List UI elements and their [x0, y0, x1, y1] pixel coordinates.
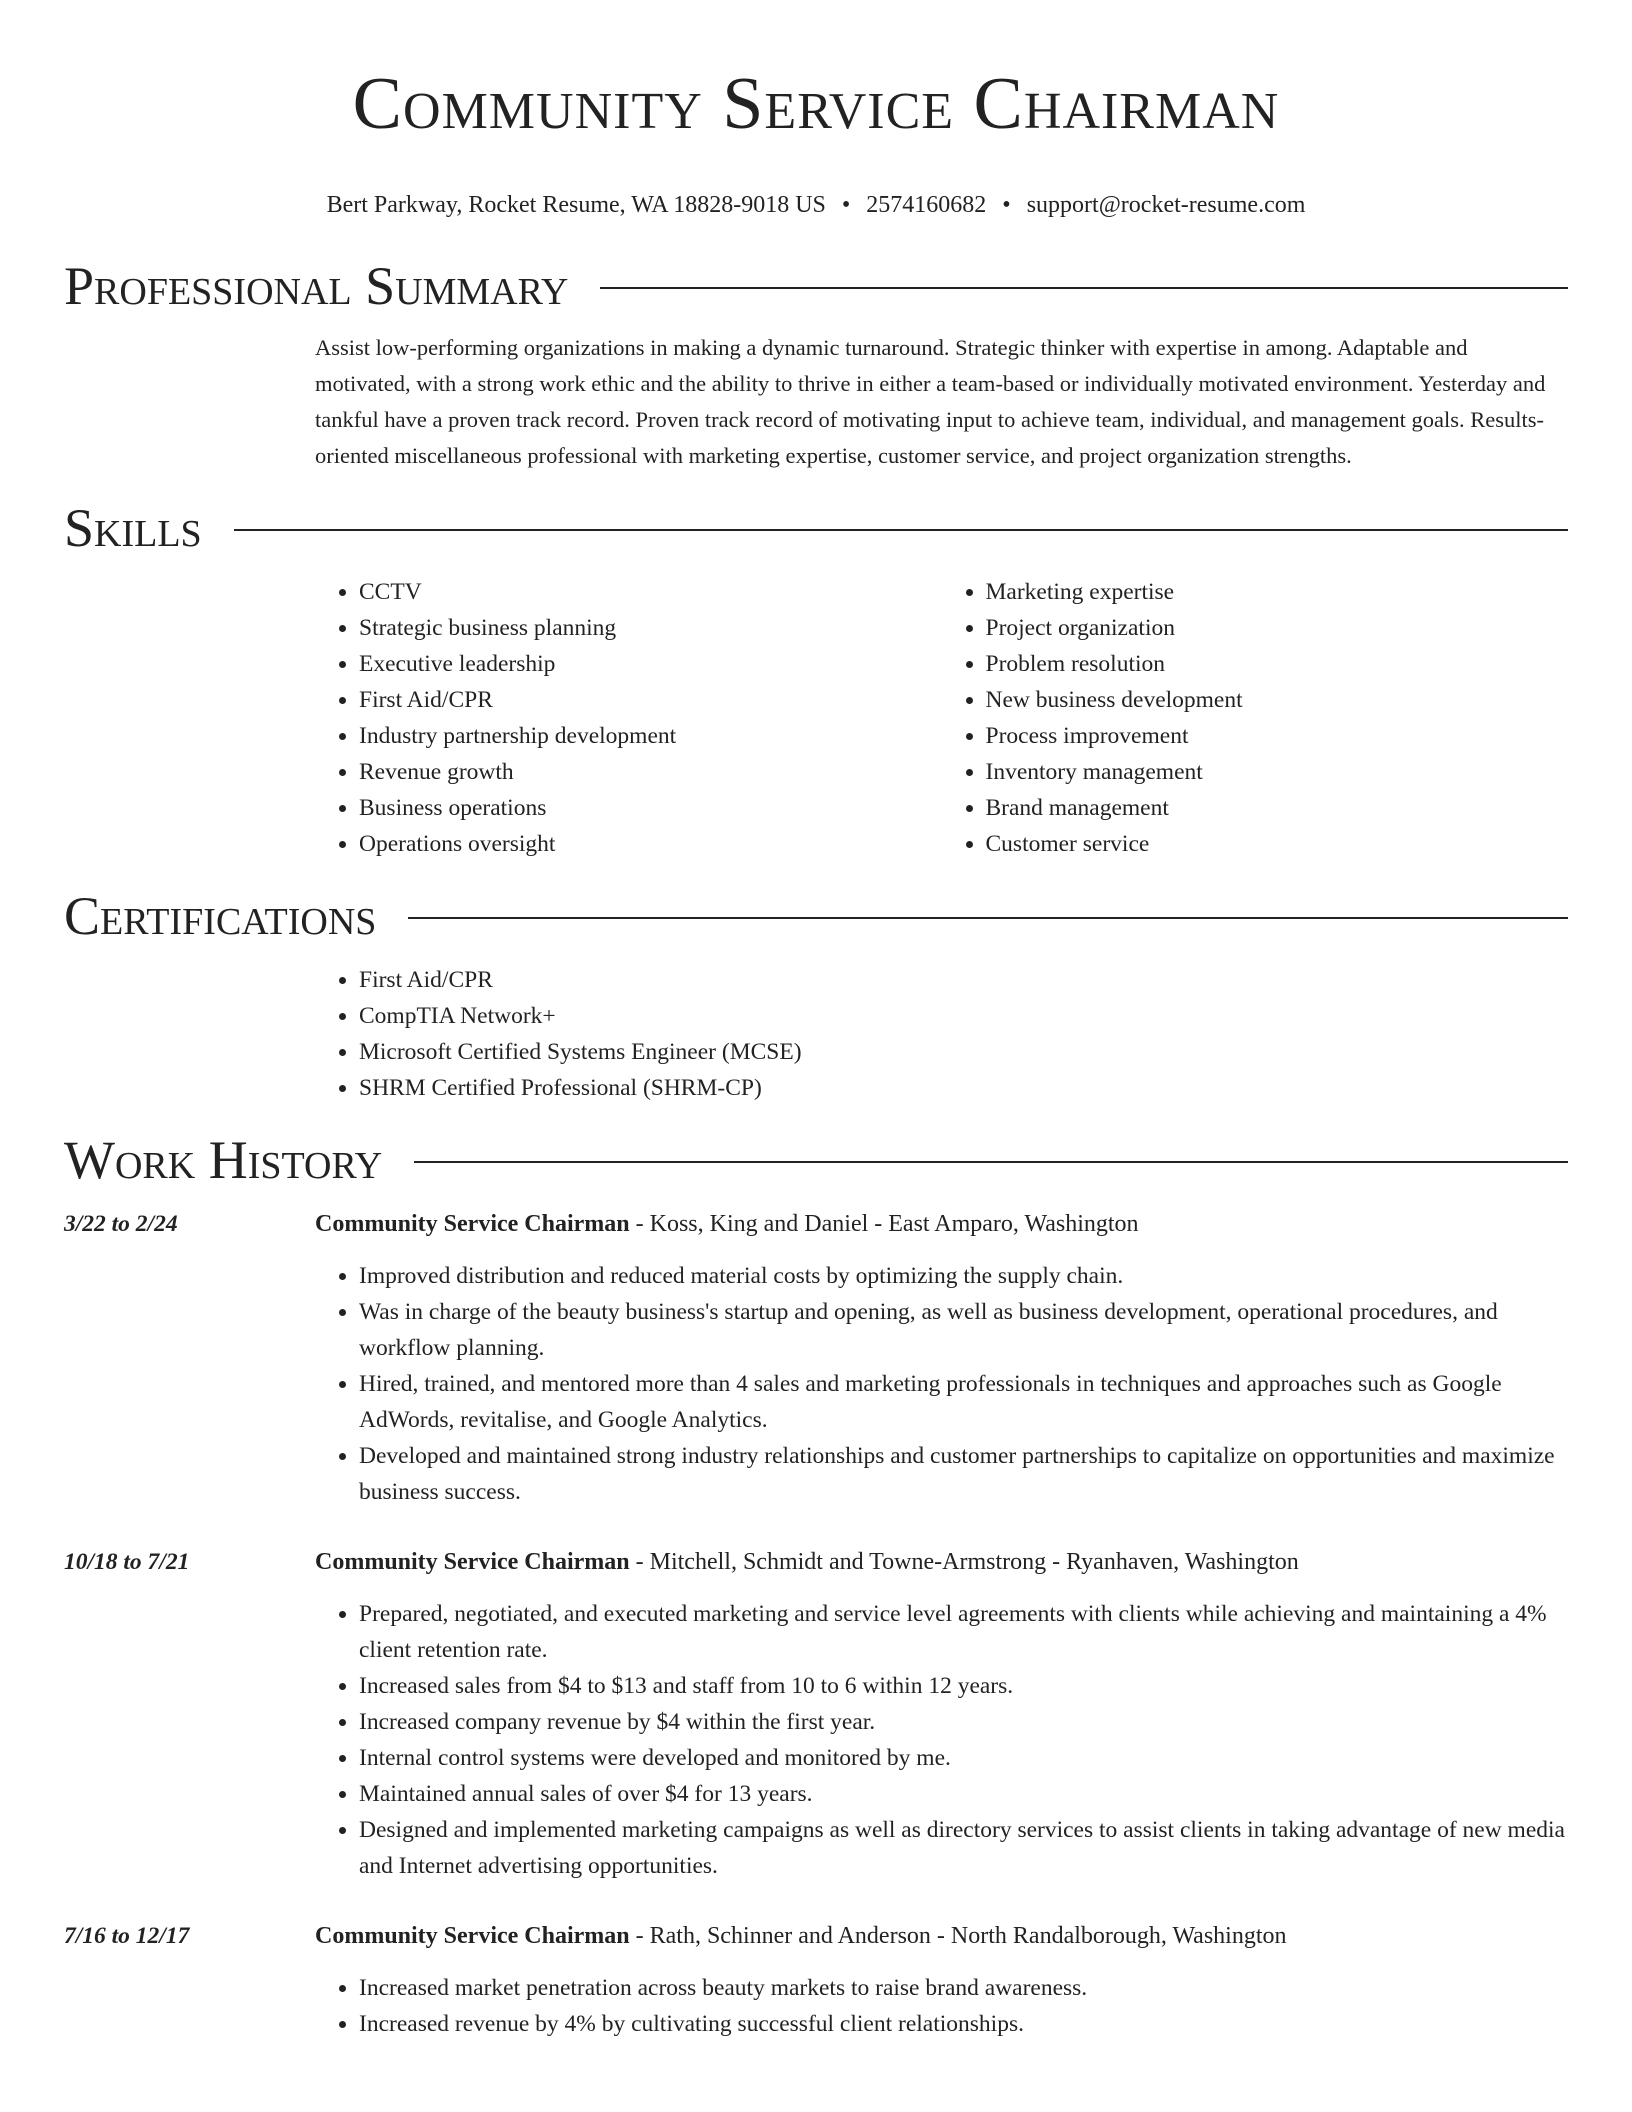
list-item: • First Aid/CPR [359, 682, 942, 718]
job-company: - Rath, Schinner and Anderson - North Randalborough, Washington [629, 1923, 1287, 1949]
list-item: • First Aid/CPR [359, 962, 1568, 998]
list-item: • Operations oversight [359, 826, 942, 862]
job-title-line [315, 1918, 1568, 1954]
divider [234, 529, 1568, 531]
section-heading [64, 498, 1568, 558]
list-item: • Designed and implemented marketing campaigns as well as directory services to assist clients in taking advantage of new media and Internet advertising opportunities. [359, 1812, 1568, 1884]
job-bullets [315, 1596, 1568, 1884]
list-item: • Developed and maintained strong industry relationships and customer partnerships to capitalize on opportunities and maximize business success. [359, 1438, 1568, 1510]
job-title-line [315, 1544, 1568, 1580]
job-company: - Koss, King and Daniel - East Amparo, Washington [629, 1211, 1139, 1237]
separator: • [841, 192, 851, 218]
skills-column-right [942, 574, 1569, 862]
skills-column-left [315, 574, 942, 862]
job-dates: 3/22 to 2/24 [64, 1211, 178, 1237]
address: Bert Parkway, Rocket Resume, WA 18828-9018 US [326, 192, 826, 218]
job-bullets [315, 1258, 1568, 1510]
list-item: • Customer service [986, 826, 1569, 862]
job-details [315, 1206, 1568, 1510]
list-item: • Microsoft Certified Systems Engineer (MCSE) [359, 1034, 1568, 1070]
list-item: • Strategic business planning [359, 610, 942, 646]
section-title: Work History [64, 1130, 383, 1190]
job-entry [64, 1918, 1568, 2042]
list-item: • Prepared, negotiated, and executed marketing and service level agreements with clients while achieving and maintaining a 4% client retention rate. [359, 1596, 1568, 1668]
list-item: • Increased revenue by 4% by cultivating successful client relationships. [359, 2006, 1568, 2042]
list-item: • Business operations [359, 790, 942, 826]
list-item: • Was in charge of the beauty business's startup and opening, as well as business development, operational procedures, and workflow planning. [359, 1294, 1568, 1366]
job-details [315, 1918, 1568, 2042]
job-bullets [315, 1970, 1568, 2042]
divider [414, 1161, 1568, 1163]
list-item: • Improved distribution and reduced material costs by optimizing the supply chain. [359, 1258, 1568, 1294]
list-item: • CCTV [359, 574, 942, 610]
work-history-section [64, 1130, 1568, 2042]
separator: • [1002, 192, 1011, 218]
list-item: • Inventory management [986, 754, 1569, 790]
list-item: • Process improvement [986, 718, 1569, 754]
job-entry [64, 1544, 1568, 1884]
list-item: • CompTIA Network+ [359, 998, 1568, 1034]
job-dates: 10/18 to 7/21 [64, 1549, 190, 1575]
candidate-name: Community Service Chairman [352, 63, 1280, 145]
skills-section [64, 498, 1568, 862]
email[interactable]: support@rocket-resume.com [1026, 192, 1306, 218]
certifications-bullets [315, 962, 1568, 1106]
job-dates: 7/16 to 12/17 [64, 1923, 190, 1949]
list-item: • Problem resolution [986, 646, 1569, 682]
job-company: - Mitchell, Schmidt and Towne-Armstrong - Ryanhaven, Washington [629, 1549, 1299, 1575]
contact-line [0, 190, 1632, 220]
list-item: • Increased sales from $4 to $13 and staff from 10 to 6 within 12 years. [359, 1668, 1568, 1704]
job-entry [64, 1206, 1568, 1510]
list-item: • Maintained annual sales of over $4 for 13 years. [359, 1776, 1568, 1812]
section-title: Certifications [64, 886, 377, 946]
divider [408, 917, 1568, 919]
list-item: • Brand management [986, 790, 1569, 826]
certifications-list [315, 962, 1568, 1106]
list-item: • Hired, trained, and mentored more than 4 sales and marketing professionals in techniques and approaches such as Google AdWords, revitalise, and Google Analytics. [359, 1366, 1568, 1438]
section-heading [64, 256, 1568, 316]
list-item: • Project organization [986, 610, 1569, 646]
section-heading [64, 1130, 1568, 1190]
skills-list [315, 574, 1568, 862]
job-title-line [315, 1206, 1568, 1242]
list-item: • New business development [986, 682, 1569, 718]
list-item: • Industry partnership development [359, 718, 942, 754]
job-title: Community Service Chairman [315, 1549, 630, 1575]
list-item: • Increased market penetration across beauty markets to raise brand awareness. [359, 1970, 1568, 2006]
list-item: • Revenue growth [359, 754, 942, 790]
section-heading [64, 886, 1568, 946]
job-title: Community Service Chairman [315, 1923, 630, 1949]
phone: 2574160682 [866, 192, 987, 218]
section-title: Skills [64, 498, 202, 558]
job-list [64, 1206, 1568, 2042]
list-item: • Marketing expertise [986, 574, 1569, 610]
certifications-section [64, 886, 1568, 1106]
job-title: Community Service Chairman [315, 1211, 630, 1237]
list-item: • Executive leadership [359, 646, 942, 682]
summary-text: Assist low-performing organizations in making a dynamic turnaround. Strategic thinker with expertise in among. Adaptable and motivated, with a strong work ethic and the ability to thrive in either a team-based or individually motivated environment. Yesterday and tankful have a proven track record. Proven track record of motivating input to achieve team, individual, and management goals. Results-oriented miscellaneous professional with marketing expertise, customer service, and project organization strengths. [315, 335, 1546, 468]
divider [600, 287, 1568, 289]
summary-section [64, 256, 1568, 474]
list-item: • Internal control systems were developed and monitored by me. [359, 1740, 1568, 1776]
list-item: • SHRM Certified Professional (SHRM-CP) [359, 1070, 1568, 1106]
section-title: Professional Summary [64, 256, 569, 316]
list-item: • Increased company revenue by $4 within the first year. [359, 1704, 1568, 1740]
job-details [315, 1544, 1568, 1884]
